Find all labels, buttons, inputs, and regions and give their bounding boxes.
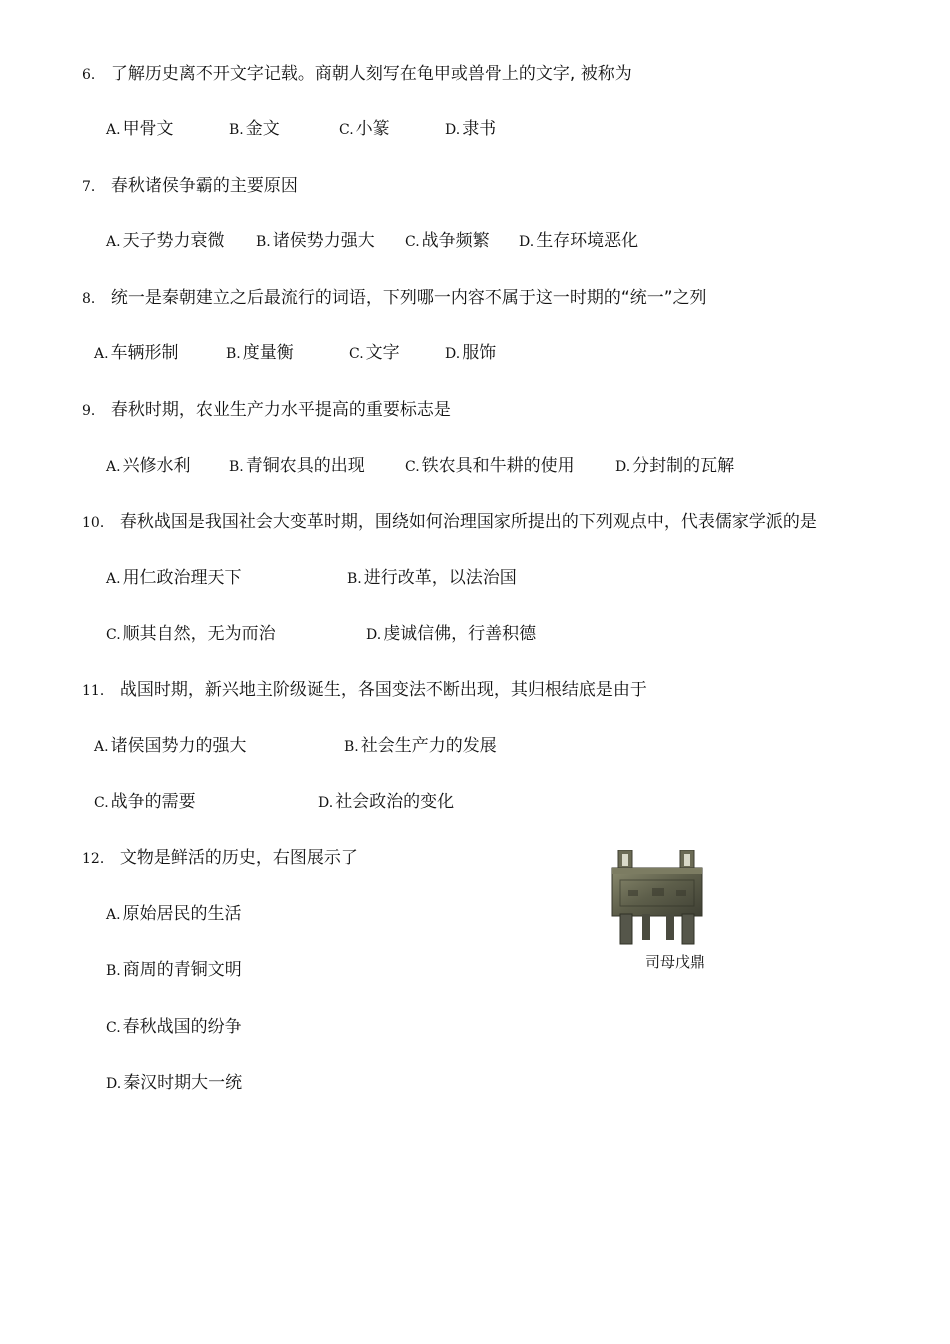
option-key: C. xyxy=(106,627,121,643)
q9-option-c xyxy=(405,454,575,479)
option-key: C. xyxy=(405,459,420,475)
option-text: 车辆形制 xyxy=(110,343,179,363)
option-key: D. xyxy=(366,627,382,643)
option-text: 秦汉时期大一统 xyxy=(123,1073,243,1093)
q12-option-d xyxy=(106,1071,242,1096)
q8-option-b xyxy=(226,341,294,366)
question-text: 文物是鲜活的历史，右图展示了 xyxy=(119,848,358,868)
option-text: 服饰 xyxy=(462,343,497,363)
option-key: B. xyxy=(256,234,271,250)
option-text: 兴修水利 xyxy=(122,456,191,476)
option-key: B. xyxy=(106,963,121,979)
question-11-stem xyxy=(82,678,647,703)
question-9-stem xyxy=(82,398,451,423)
option-key: C. xyxy=(106,1020,121,1036)
option-key: B. xyxy=(229,459,244,475)
option-text: 度量衡 xyxy=(242,343,294,363)
option-key: A. xyxy=(106,122,121,138)
q11-option-c xyxy=(94,790,196,815)
option-key: C. xyxy=(94,795,109,811)
option-text: 诸侯势力强大 xyxy=(272,231,375,251)
question-number: 6． xyxy=(82,67,105,83)
option-text: 青铜农具的出现 xyxy=(245,456,365,476)
q12-option-c xyxy=(106,1015,242,1040)
option-text: 天子势力衰微 xyxy=(122,231,225,251)
option-text: 生存环境恶化 xyxy=(536,231,639,251)
q8-option-a xyxy=(94,341,179,366)
option-text: 原始居民的生活 xyxy=(122,904,242,924)
q9-option-d xyxy=(615,454,734,479)
option-key: D. xyxy=(519,234,535,250)
option-text: 战争频繁 xyxy=(421,231,490,251)
option-key: C. xyxy=(405,234,420,250)
q6-option-c xyxy=(339,117,390,142)
option-key: B. xyxy=(347,571,362,587)
question-number: 10． xyxy=(82,515,114,531)
option-key: B. xyxy=(344,739,359,755)
option-text: 社会生产力的发展 xyxy=(360,736,497,756)
q9-option-a xyxy=(106,454,191,479)
option-text: 进行改革，以法治国 xyxy=(363,568,517,588)
q8-option-d xyxy=(445,341,496,366)
q11-option-d xyxy=(318,790,454,815)
question-text: 统一是秦朝建立之后最流行的词语，下列哪一内容不属于这一时期的“统一”之列 xyxy=(110,288,707,308)
option-key: A. xyxy=(94,739,109,755)
q11-option-b xyxy=(344,734,497,759)
q8-option-c xyxy=(349,341,400,366)
option-key: D. xyxy=(445,346,461,362)
q6-option-b xyxy=(229,117,280,142)
question-text: 战国时期，新兴地主阶级诞生，各国变法不断出现，其归根结底是由于 xyxy=(119,680,647,700)
option-text: 社会政治的变化 xyxy=(335,792,455,812)
option-text: 虔诚信佛，行善积德 xyxy=(383,624,537,644)
option-text: 战争的需要 xyxy=(110,792,196,812)
option-key: A. xyxy=(94,346,109,362)
question-number: 11． xyxy=(82,683,114,699)
option-text: 春秋战国的纷争 xyxy=(122,1017,242,1037)
q10-option-b xyxy=(347,566,517,591)
question-8-stem xyxy=(82,286,707,311)
q7-option-d xyxy=(519,229,638,254)
ding-illustration xyxy=(608,850,708,946)
option-text: 顺其自然，无为而治 xyxy=(122,624,276,644)
option-key: D. xyxy=(615,459,631,475)
q6-option-d xyxy=(445,117,496,142)
q6-option-a xyxy=(106,117,174,142)
q9-option-b xyxy=(229,454,365,479)
option-key: C. xyxy=(349,346,364,362)
option-text: 商周的青铜文明 xyxy=(122,960,242,980)
question-text: 了解历史离不开文字记载。商朝人刻写在龟甲或兽骨上的文字, 被称为 xyxy=(110,64,632,84)
question-text: 春秋时期，农业生产力水平提高的重要标志是 xyxy=(110,400,451,420)
q7-option-a xyxy=(106,229,225,254)
option-text: 隶书 xyxy=(462,119,497,139)
option-text: 小篆 xyxy=(355,119,390,139)
option-key: A. xyxy=(106,571,121,587)
option-text: 甲骨文 xyxy=(122,119,174,139)
option-key: A. xyxy=(106,907,121,923)
question-10-stem xyxy=(82,510,817,535)
option-text: 文字 xyxy=(365,343,400,363)
question-number: 7． xyxy=(82,179,105,195)
q7-option-c xyxy=(405,229,490,254)
question-text: 春秋战国是我国社会大变革时期，围绕如何治理国家所提出的下列观点中，代表儒家学派的是 xyxy=(119,512,817,532)
question-7-stem xyxy=(82,174,298,199)
option-key: A. xyxy=(106,234,121,250)
q10-option-a xyxy=(106,566,242,591)
option-text: 金文 xyxy=(245,119,280,139)
option-key: D. xyxy=(106,1076,122,1092)
bronze-ding-image xyxy=(608,850,708,946)
question-6-stem xyxy=(82,62,632,87)
q10-option-c xyxy=(106,622,276,647)
q11-option-a xyxy=(94,734,247,759)
question-text: 春秋诸侯争霸的主要原因 xyxy=(110,176,298,196)
option-key: A. xyxy=(106,459,121,475)
q10-option-d xyxy=(366,622,536,647)
figure-caption: 司母戊鼎 xyxy=(645,953,706,971)
question-12-stem xyxy=(82,846,358,871)
option-text: 诸侯国势力的强大 xyxy=(110,736,247,756)
question-number: 8． xyxy=(82,291,105,307)
option-key: B. xyxy=(226,346,241,362)
option-text: 铁农具和牛耕的使用 xyxy=(421,456,575,476)
q12-option-b xyxy=(106,958,242,983)
option-key: D. xyxy=(318,795,334,811)
question-number: 12． xyxy=(82,851,114,867)
option-key: B. xyxy=(229,122,244,138)
q12-option-a xyxy=(106,902,242,927)
option-text: 分封制的瓦解 xyxy=(632,456,735,476)
option-text: 用仁政治理天下 xyxy=(122,568,242,588)
q7-option-b xyxy=(256,229,375,254)
option-key: D. xyxy=(445,122,461,138)
question-number: 9． xyxy=(82,403,105,419)
option-key: C. xyxy=(339,122,354,138)
